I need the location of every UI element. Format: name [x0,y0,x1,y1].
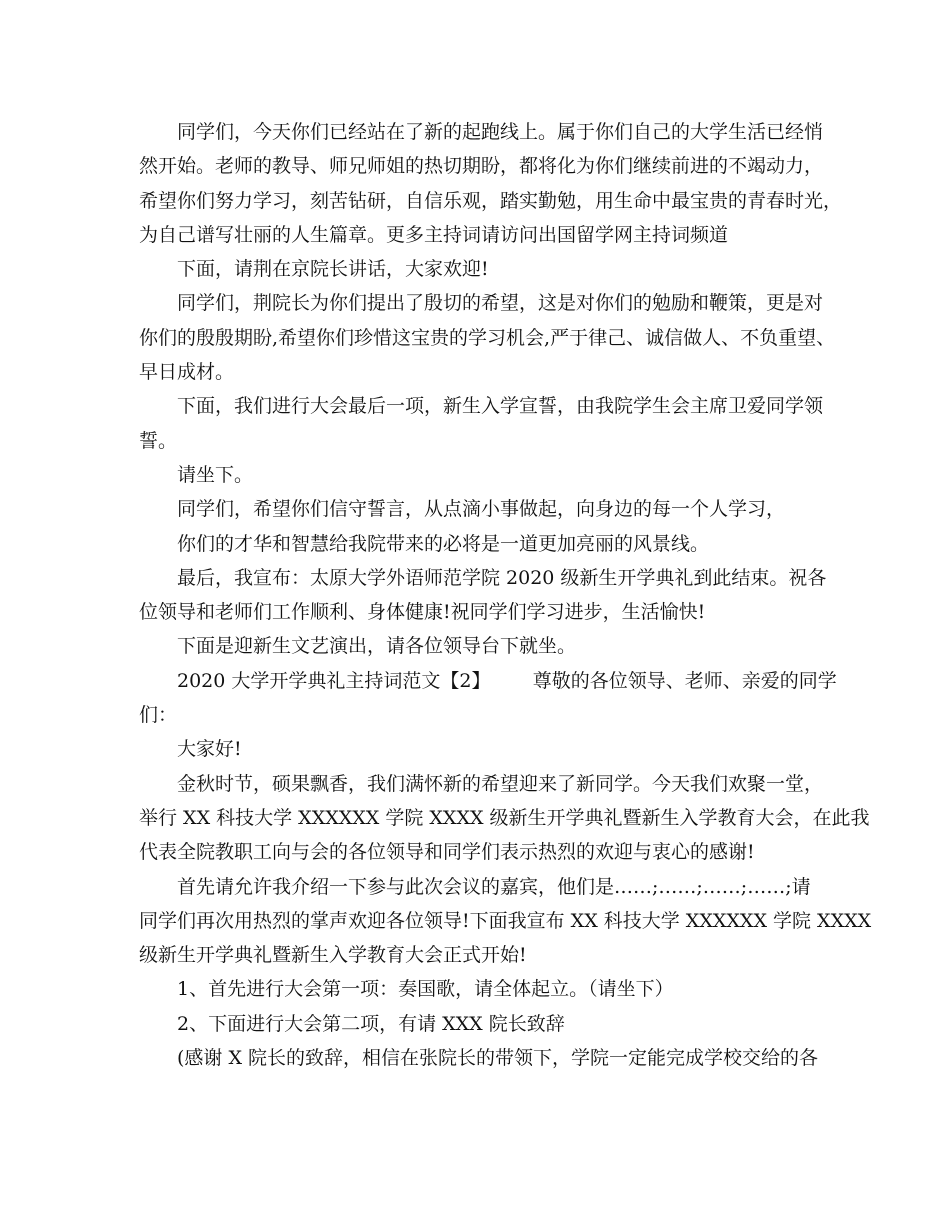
text-line: 最后，我宣布：太原大学外语师范学院 2020 级新生开学典礼到此结束。祝各 [177,566,827,589]
text-line: 2020 大学开学典礼主持词范文【2】 尊敬的各位领导、老师、亲爱的同学 [177,669,837,692]
text-line: 级新生开学典礼暨新生入学教育大会正式开始! [139,944,527,967]
text-line: 同学们，希望你们信守誓言，从点滴小事做起，向身边的每一个人学习， [177,498,786,521]
text-line: 大家好! [177,738,242,761]
text-line: 金秋时节，硕果飘香，我们满怀新的希望迎来了新同学。今天我们欢聚一堂， [177,772,824,795]
text-line: (感谢 X 院长的致辞，相信在张院长的带领下，学院一定能完成学校交给的各 [177,1047,819,1070]
text-line: 同学们再次用热烈的掌声欢迎各位领导!下面我宣布 XX 科技大学 XXXXXX 学院 XXXX [139,909,872,932]
text-line: 然开始。老师的教导、师兄师姐的热切期盼，都将化为你们继续前进的不竭动力， [139,155,824,178]
text-line: 请坐下。 [177,463,254,486]
text-line: 下面是迎新生文艺演出，请各位领导台下就坐。 [177,635,577,658]
text-line: 同学们，荆院长为你们提出了殷切的希望，这是对你们的勉励和鞭策，更是对 [177,292,824,315]
text-line: 希望你们努力学习，刻苦钻研，自信乐观，踏实勤勉，用生命中最宝贵的青春时光， [139,189,843,212]
text-line: 你们的才华和智慧给我院带来的必将是一道更加亮丽的风景线。 [177,532,710,555]
text-line: 为自己谱写壮丽的人生篇章。更多主持词请访问出国留学网主持词频道 [139,223,729,246]
text-line: 举行 XX 科技大学 XXXXXX 学院 XXXX 级新生开学典礼暨新生入学教育大会，在此我 [139,806,870,829]
text-line: 首先请允许我介绍一下参与此次会议的嘉宾，他们是……;……;……;……;请 [177,875,811,898]
document-body [139,115,872,1075]
text-line: 你们的殷殷期盼,希望你们珍惜这宝贵的学习机会,严于律己、诚信做人、不负重望、 [139,326,836,349]
text-line: 代表全院教职工向与会的各位领导和同学们表示热烈的欢迎与衷心的感谢! [139,841,755,864]
text-line: 誓。 [139,429,178,452]
text-line: 1、首先进行大会第一项：奏国歌，请全体起立。（请坐下） [177,978,674,1001]
text-line: 下面，请荆在京院长讲话，大家欢迎! [177,258,489,281]
text-line: 早日成材。 [139,361,235,384]
text-line: 位领导和老师们工作顺利、身体健康!祝同学们学习进步，生活愉快! [139,601,706,624]
text-line: 下面，我们进行大会最后一项，新生入学宣誓，由我院学生会主席卫爱同学领 [177,395,824,418]
text-line: 2、下面进行大会第二项，有请 XXX 院长致辞 [177,1012,565,1035]
text-line: 们： [139,704,178,727]
text-line: 同学们，今天你们已经站在了新的起跑线上。属于你们自己的大学生活已经悄 [177,121,824,143]
